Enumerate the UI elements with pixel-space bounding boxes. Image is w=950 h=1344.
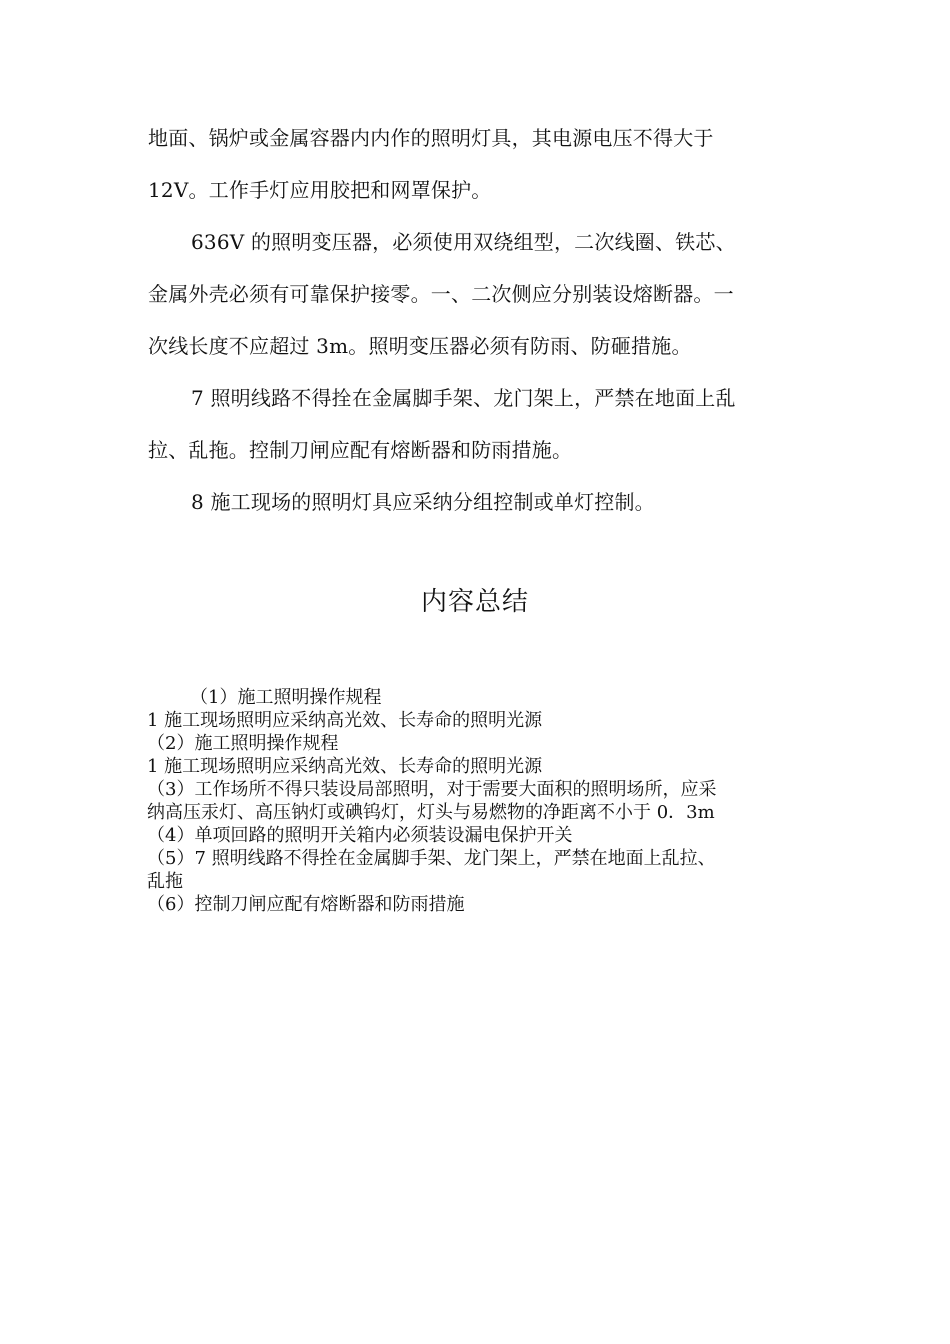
body-line-7: 拉、乱拖。控制刀闸应配有熔断器和防雨措施。	[148, 438, 573, 462]
body-line-6: 7 照明线路不得拴在金属脚手架、龙门架上，严禁在地面上乱	[191, 386, 736, 410]
summary-line-10: （6）控制刀闸应配有熔断器和防雨措施	[147, 894, 465, 915]
body-line-5: 次线长度不应超过 3m。照明变压器必须有防雨、防砸措施。	[148, 334, 692, 358]
body-line-4: 金属外壳必须有可靠保护接零。一、二次侧应分别装设熔断器。一	[148, 282, 734, 306]
body-line-1: 地面、锅炉或金属容器内内作的照明灯具，其电源电压不得大于	[148, 126, 714, 150]
summary-line-6: 纳高压汞灯、高压钠灯或碘钨灯，灯头与易燃物的净距离不小于 0．3m	[147, 802, 715, 823]
summary-line-1: （1）施工照明操作规程	[190, 687, 382, 708]
body-line-8: 8 施工现场的照明灯具应采纳分组控制或单灯控制。	[191, 490, 655, 514]
body-line-2: 12V。工作手灯应用胶把和网罩保护。	[148, 178, 492, 202]
summary-line-3: （2）施工照明操作规程	[147, 733, 339, 754]
body-text	[148, 112, 808, 528]
summary-title: 内容总结	[420, 587, 529, 617]
summary-line-8: （5）7 照明线路不得拴在金属脚手架、龙门架上，严禁在地面上乱拉、	[147, 848, 716, 869]
summary-line-4: 1 施工现场照明应采纳高光效、长寿命的照明光源	[147, 756, 543, 777]
summary-line-5: （3）工作场所不得只装设局部照明，对于需要大面积的照明场所，应采	[147, 779, 717, 800]
summary-line-9: 乱拖	[147, 871, 183, 892]
summary-line-2: 1 施工现场照明应采纳高光效、长寿命的照明光源	[147, 710, 543, 731]
body-line-3: 636V 的照明变压器，必须使用双绕组型，二次线圈、铁芯、	[191, 230, 736, 254]
summary-list	[147, 686, 827, 916]
summary-line-7: （4）单项回路的照明开关箱内必须装设漏电保护开关	[147, 825, 573, 846]
